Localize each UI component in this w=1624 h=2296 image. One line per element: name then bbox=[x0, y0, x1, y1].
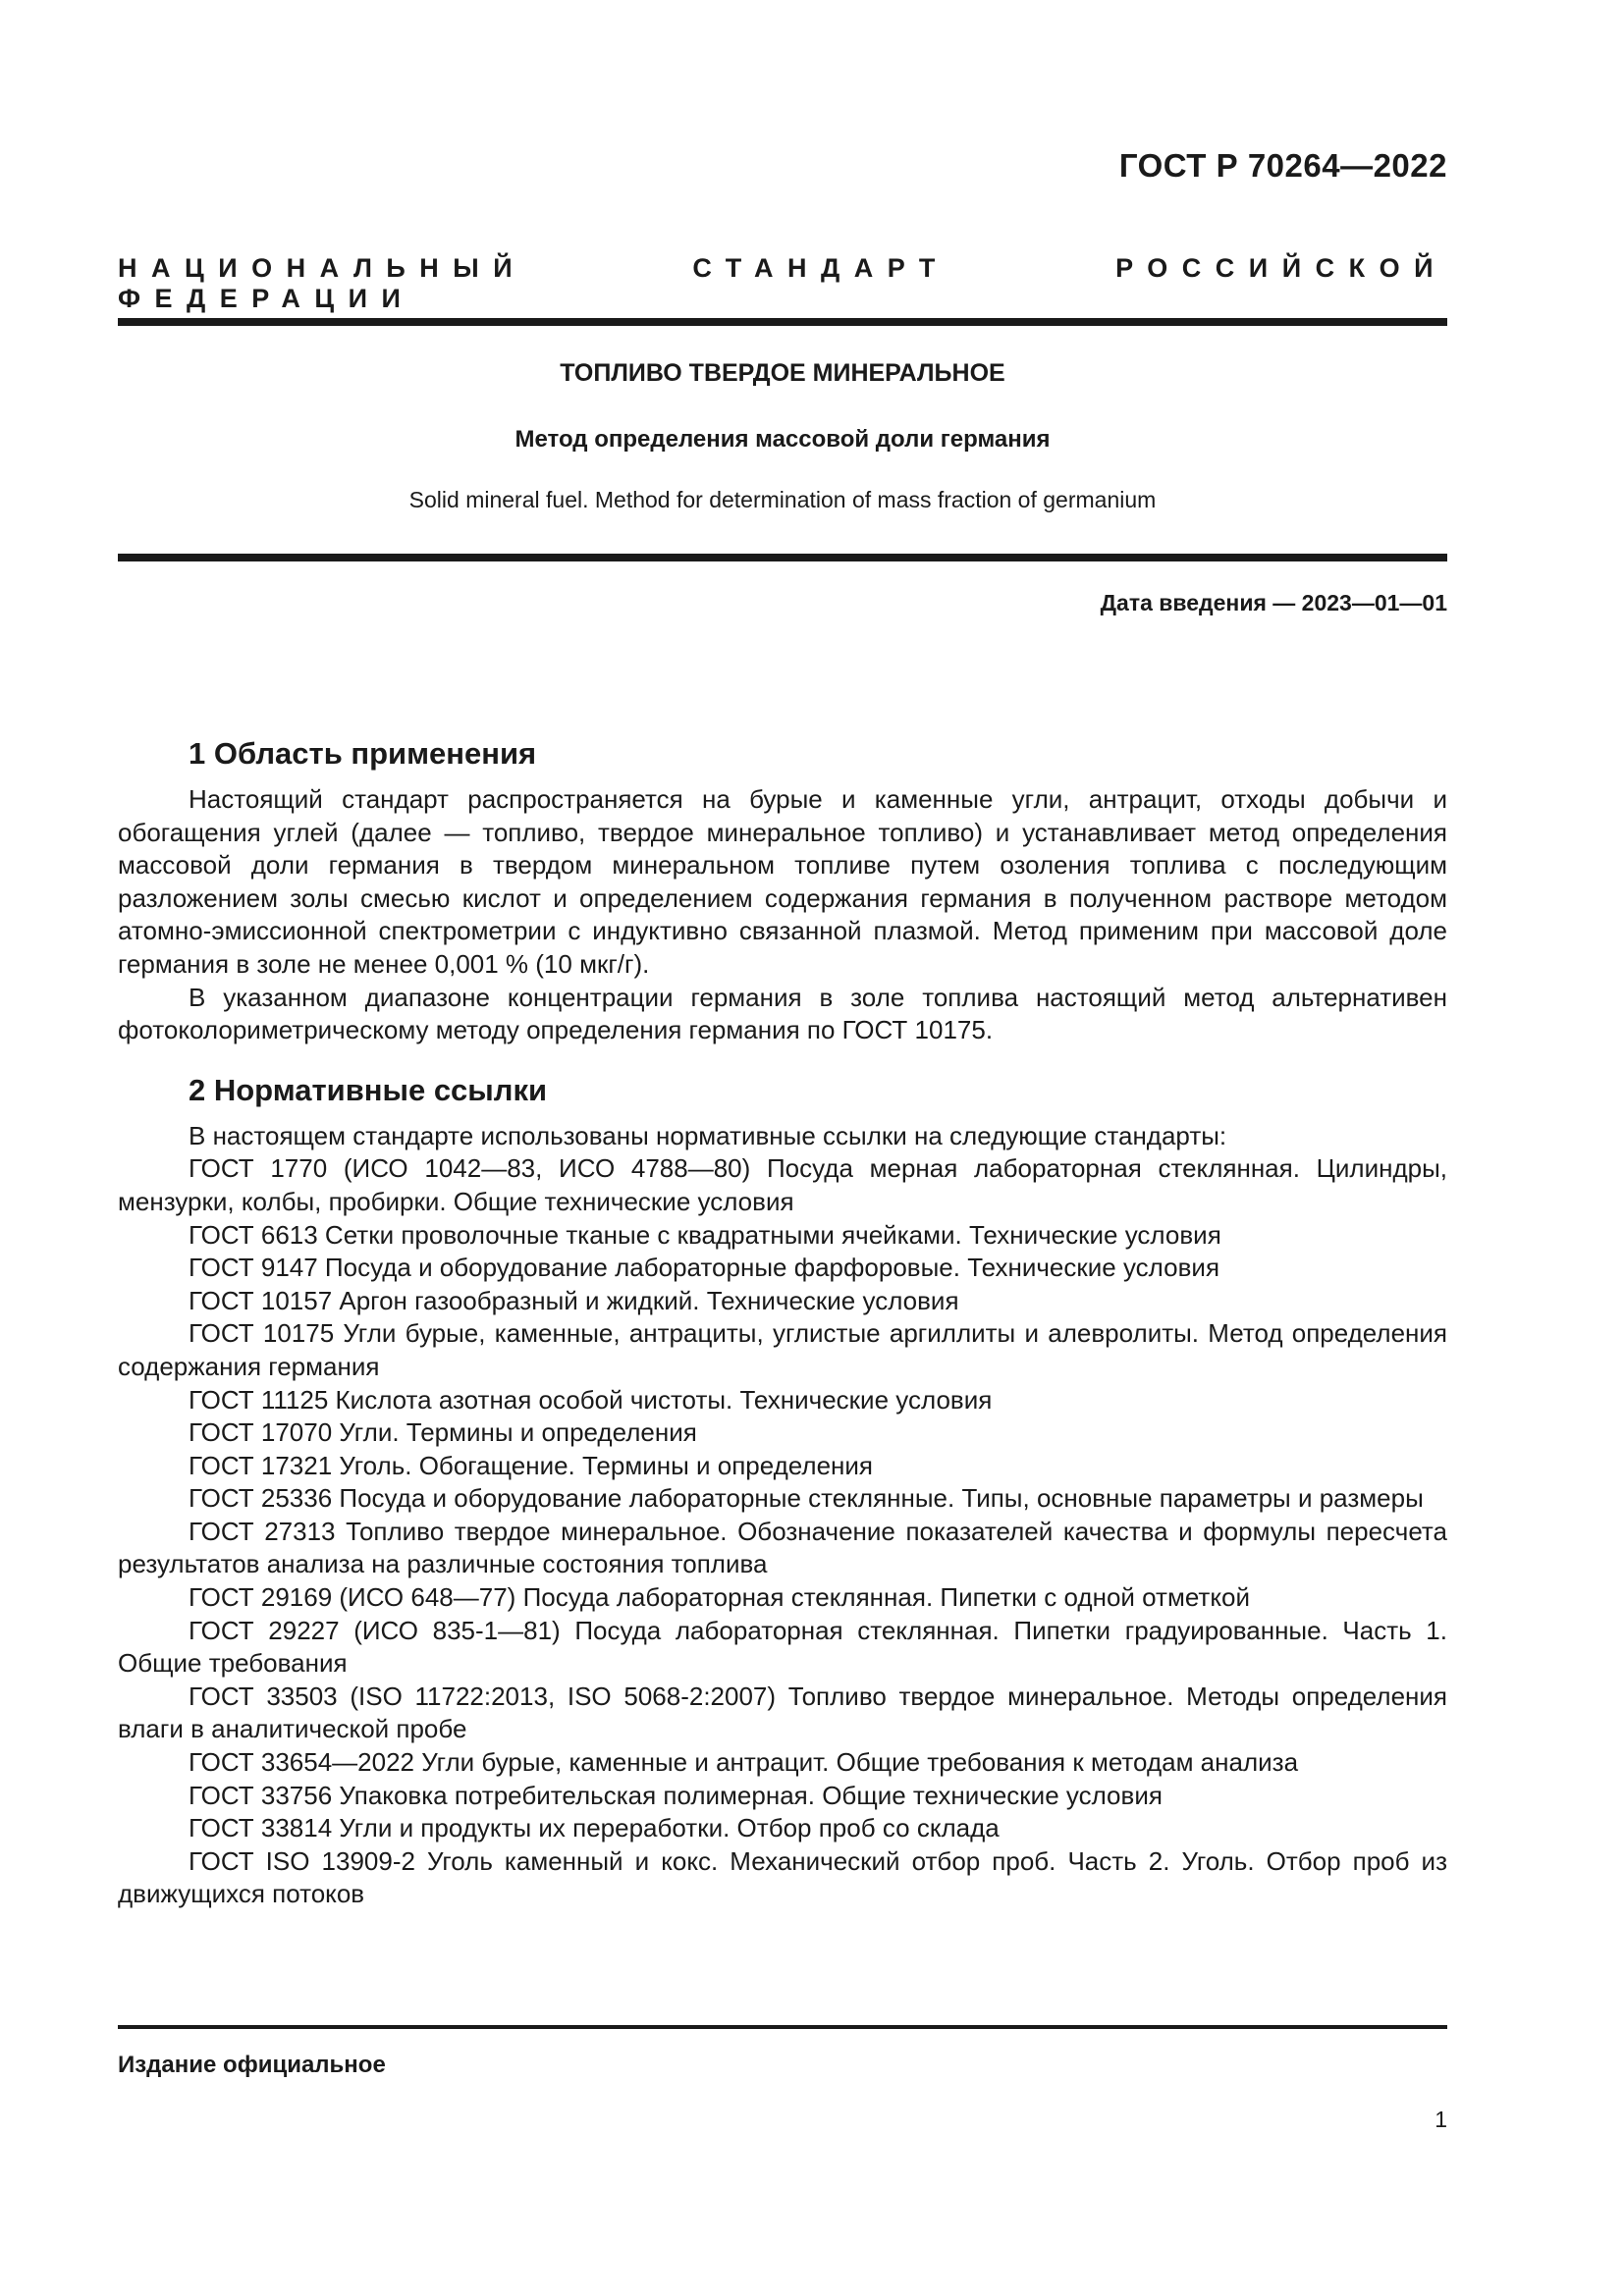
official-edition-label: Издание официальное bbox=[118, 2052, 386, 2078]
reference-item: ГОСТ 27313 Топливо твердое минеральное. Обозначение показателей качества и формулы пересчета результатов анализа на различные состояния топлива bbox=[118, 1516, 1447, 1579]
document-body bbox=[118, 734, 1447, 1911]
reference-item: ГОСТ 1770 (ИСО 1042—83, ИСО 4788—80) Посуда мерная лабораторная стеклянная. Цилиндры, мензурки, колбы, пробирки. Общие технические условия bbox=[118, 1153, 1447, 1216]
reference-item: ГОСТ 17070 Угли. Термины и определения bbox=[189, 1417, 697, 1448]
reference-item: ГОСТ 17321 Уголь. Обогащение. Термины и определения bbox=[189, 1450, 873, 1480]
reference-item: ГОСТ 25336 Посуда и оборудование лабораторные стеклянные. Типы, основные параметры и размеры bbox=[189, 1483, 1424, 1514]
document-number: ГОСТ Р 70264—2022 bbox=[1118, 147, 1447, 184]
reference-item: ГОСТ 29169 (ИСО 648—77) Посуда лабораторная стеклянная. Пипетки с одной отметкой bbox=[189, 1582, 1250, 1613]
reference-item: ГОСТ 33654—2022 Угли бурые, каменные и антрацит. Общие требования к методам анализа bbox=[189, 1747, 1299, 1778]
reference-item: ГОСТ 33814 Угли и продукты их переработки. Отбор проб со склада bbox=[189, 1813, 1000, 1843]
reference-item: ГОСТ 33756 Упаковка потребительская полимерная. Общие технические условия bbox=[189, 1780, 1163, 1810]
reference-item: ГОСТ 33503 (ISO 11722:2013, ISO 5068-2:2007) Топливо твердое минеральное. Методы определения влаги в аналитической пробе bbox=[118, 1681, 1447, 1744]
section-2-intro: В настоящем стандарте использованы нормативные ссылки на следующие стандарты: bbox=[189, 1120, 1227, 1150]
title-divider bbox=[118, 554, 1447, 561]
english-title: Solid mineral fuel. Method for determination of mass fraction of germanium bbox=[408, 487, 1157, 512]
reference-item: ГОСТ 11125 Кислота азотная особой чистоты. Технические условия bbox=[189, 1384, 993, 1415]
sub-title: Метод определения массовой доли германия bbox=[514, 426, 1051, 453]
reference-item: ГОСТ ISO 13909-2 Уголь каменный и кокс. Механический отбор проб. Часть 2. Уголь. Отбор проб из движущихся потоков bbox=[118, 1845, 1447, 1909]
reference-item: ГОСТ 29227 (ИСО 835-1—81) Посуда лабораторная стеклянная. Пипетки градуированные. Часть 1. Общие требования bbox=[118, 1615, 1447, 1679]
section-1-heading: 1 Область применения bbox=[189, 736, 537, 771]
section-2-heading: 2 Нормативные ссылки bbox=[189, 1072, 548, 1107]
section-1-paragraph: Настоящий стандарт распространяется на бурые и каменные угли, антрацит, отходы добычи и обогащения углей (далее — топливо, твердое минеральное топливо) и устанавливает метод определения массовой доли германия в твердом минеральном топливе путем озоления топлива с последующим разложением золы смесью кислот и определением содержания германия в полученном растворе методом атомно-эмиссионной спектрометрии с индуктивно связанной плазмой. Метод применим при массовой доле германия в золе не менее 0,001 % (10 мкг/г). bbox=[118, 784, 1447, 979]
reference-item: ГОСТ 9147 Посуда и оборудование лабораторные фарфоровые. Технические условия bbox=[189, 1253, 1220, 1283]
national-standard-title: НАЦИОНАЛЬНЫЙ СТАНДАРТ РОССИЙСКОЙ ФЕДЕРАЦИИ bbox=[118, 253, 1447, 313]
reference-item: ГОСТ 10175 Угли бурые, каменные, антрациты, углистые аргиллиты и алевролиты. Метод определения содержания германия bbox=[118, 1318, 1447, 1381]
page-number: 1 bbox=[1435, 2107, 1447, 2132]
top-divider bbox=[118, 318, 1447, 326]
document-page bbox=[118, 0, 1447, 2296]
reference-item: ГОСТ 6613 Сетки проволочные тканые с квадратными ячейками. Технические условия bbox=[189, 1219, 1221, 1250]
footer-divider bbox=[118, 2025, 1447, 2029]
introduction-date: Дата введения — 2023—01—01 bbox=[1100, 590, 1447, 615]
section-1-paragraph: В указанном диапазоне концентрации германия в золе топлива настоящий метод альтернативен фотоколориметрическому методу определения германия по ГОСТ 10175. bbox=[118, 982, 1447, 1045]
reference-item: ГОСТ 10157 Аргон газообразный и жидкий. Технические условия bbox=[189, 1285, 959, 1315]
main-title: ТОПЛИВО ТВЕРДОЕ МИНЕРАЛЬНОЕ bbox=[560, 359, 1005, 387]
